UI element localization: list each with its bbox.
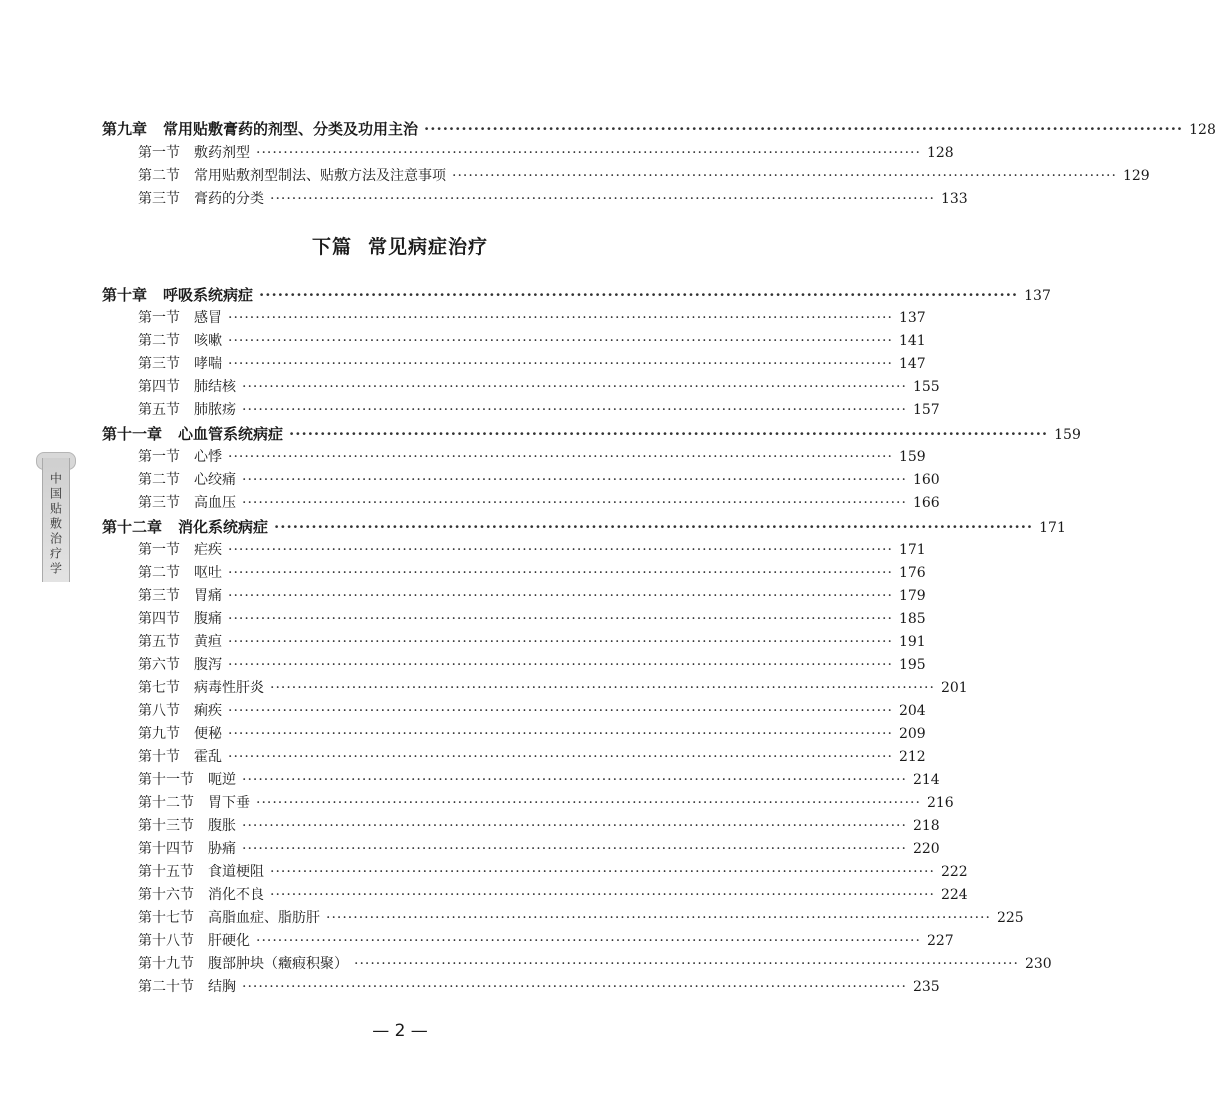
dot-leader: ··························································································································	[228, 356, 893, 372]
section-title: 腹痛	[194, 611, 222, 627]
dot-leader: ··························································································································	[452, 168, 1117, 184]
page-number: 147	[898, 356, 926, 372]
toc-section[interactable]	[138, 861, 968, 881]
section-title: 肝硬化	[208, 933, 250, 949]
dot-leader: ··························································································································	[259, 286, 1019, 304]
section-title: 呕吐	[194, 565, 222, 581]
section-number: 第二节	[138, 472, 180, 488]
dot-leader: ··························································································································	[228, 449, 893, 465]
dot-leader: ··························································································································	[326, 910, 991, 926]
dot-leader: ··························································································································	[242, 402, 907, 418]
dot-leader: ··························································································································	[228, 726, 893, 742]
section-title: 便秘	[194, 726, 222, 742]
chapter-number: 第十二章	[102, 518, 163, 536]
section-title: 黄疸	[194, 634, 222, 650]
toc-section[interactable]	[138, 976, 940, 996]
page-number: 216	[926, 795, 954, 811]
section-number: 第三节	[138, 495, 180, 511]
chapter-number: 第九章	[102, 120, 148, 138]
section-title: 膏药的分类	[194, 191, 264, 207]
section-number: 第九节	[138, 726, 180, 742]
page-number: 129	[1122, 168, 1150, 184]
section-number: 第一节	[138, 310, 180, 326]
page-number: 214	[912, 772, 940, 788]
footer-page-number: — 2 —	[372, 1021, 428, 1041]
section-number: 第二节	[138, 168, 180, 184]
chapter-title: 心血管系统病症	[178, 425, 284, 443]
section-title: 疟疾	[194, 542, 222, 558]
dot-leader: ··························································································································	[228, 634, 893, 650]
toc-section[interactable]	[138, 769, 940, 789]
section-number: 第十九节	[138, 956, 194, 972]
section-number: 第一节	[138, 449, 180, 465]
section-title: 痢疾	[194, 703, 222, 719]
section-number: 第十一节	[138, 772, 194, 788]
book-title-vertical: 中国贴敷治疗学	[48, 472, 63, 577]
dot-leader: ··························································································································	[242, 979, 907, 995]
toc-section[interactable]	[138, 907, 1024, 927]
dot-leader: ··························································································································	[256, 933, 921, 949]
page-number: 227	[926, 933, 954, 949]
section-title: 霍乱	[194, 749, 222, 765]
section-number: 第八节	[138, 703, 180, 719]
page-number: 220	[912, 841, 940, 857]
page-number: 176	[898, 565, 926, 581]
page-number: 137	[1024, 288, 1051, 304]
page-number: 212	[898, 749, 926, 765]
toc-section[interactable]	[138, 608, 926, 628]
page-number: 166	[912, 495, 940, 511]
page-number: 128	[926, 145, 954, 161]
page-number: 235	[912, 979, 940, 995]
dot-leader: ··························································································································	[274, 518, 1034, 536]
toc-section[interactable]	[138, 631, 926, 651]
dot-leader: ··························································································································	[228, 588, 893, 604]
toc-section[interactable]	[138, 677, 968, 697]
section-number: 第二节	[138, 333, 180, 349]
dot-leader: ··························································································································	[424, 120, 1184, 138]
toc-chapter[interactable]	[102, 423, 1081, 444]
section-number: 第四节	[138, 379, 180, 395]
dot-leader: ··························································································································	[270, 887, 935, 903]
chapter-title: 常用贴敷膏药的剂型、分类及功用主治	[163, 120, 419, 138]
toc-section[interactable]	[138, 188, 968, 208]
section-number: 第七节	[138, 680, 180, 696]
chapter-title: 消化系统病症	[178, 518, 269, 536]
toc-section[interactable]	[138, 585, 926, 605]
dot-leader: ··························································································································	[228, 565, 893, 581]
section-title: 肺结核	[194, 379, 236, 395]
page-number: 179	[898, 588, 926, 604]
page-number: 133	[940, 191, 968, 207]
section-number: 第十八节	[138, 933, 194, 949]
toc-section[interactable]	[138, 539, 926, 559]
section-number: 第六节	[138, 657, 180, 673]
dot-leader: ··························································································································	[228, 703, 893, 719]
chapter-title: 呼吸系统病症	[163, 286, 254, 304]
section-number: 第三节	[138, 588, 180, 604]
part-label: 下篇	[311, 236, 352, 258]
dot-leader: ··························································································································	[228, 611, 893, 627]
section-number: 第十七节	[138, 910, 194, 926]
section-title: 高脂血症、脂肪肝	[208, 910, 320, 926]
section-title: 食道梗阻	[208, 864, 264, 880]
toc-section[interactable]	[138, 376, 940, 396]
page-number: 224	[940, 887, 968, 903]
toc-section[interactable]	[138, 330, 926, 350]
page-number: 171	[1039, 520, 1066, 536]
section-title: 消化不良	[208, 887, 264, 903]
dot-leader: ··························································································································	[242, 818, 907, 834]
section-number: 第三节	[138, 191, 180, 207]
section-title: 呃逆	[208, 772, 236, 788]
toc-section[interactable]	[138, 307, 926, 327]
dot-leader: ··························································································································	[228, 310, 893, 326]
toc-section[interactable]	[138, 792, 954, 812]
section-number: 第二节	[138, 565, 180, 581]
dot-leader: ··························································································································	[256, 145, 921, 161]
toc-section[interactable]	[138, 930, 954, 950]
section-title: 结胸	[208, 979, 236, 995]
page-number: 209	[898, 726, 926, 742]
dot-leader: ··························································································································	[228, 333, 893, 349]
toc-section[interactable]	[138, 165, 1150, 185]
section-title: 病毒性肝炎	[194, 680, 264, 696]
dot-leader: ··························································································································	[228, 542, 893, 558]
page-number: 160	[912, 472, 940, 488]
section-title: 高血压	[194, 495, 236, 511]
section-title: 心悸	[194, 449, 222, 465]
dot-leader: ··························································································································	[242, 495, 907, 511]
toc-chapter[interactable]	[102, 284, 1051, 305]
section-title: 腹泻	[194, 657, 222, 673]
section-title: 腹部肿块（癥瘕积聚）	[208, 956, 348, 972]
toc-section[interactable]	[138, 700, 926, 720]
section-number: 第二十节	[138, 979, 194, 995]
toc-section[interactable]	[138, 746, 926, 766]
section-number: 第一节	[138, 542, 180, 558]
dot-leader: ··························································································································	[289, 425, 1049, 443]
section-number: 第一节	[138, 145, 180, 161]
section-number: 第十五节	[138, 864, 194, 880]
chapter-number: 第十章	[102, 286, 148, 304]
page-number: 141	[898, 333, 926, 349]
dot-leader: ··························································································································	[270, 191, 935, 207]
toc-section[interactable]	[138, 815, 940, 835]
page-number: 128	[1189, 122, 1216, 138]
toc-chapter[interactable]	[102, 516, 1066, 537]
dot-leader: ··························································································································	[242, 379, 907, 395]
page-number: 201	[940, 680, 968, 696]
dot-leader: ··························································································································	[242, 472, 907, 488]
page-number: 185	[898, 611, 926, 627]
dot-leader: ··························································································································	[256, 795, 921, 811]
dot-leader: ··························································································································	[270, 680, 935, 696]
section-number: 第五节	[138, 634, 180, 650]
toc-section[interactable]	[138, 654, 926, 674]
page-number: 195	[898, 657, 926, 673]
section-number: 第十三节	[138, 818, 194, 834]
section-title: 咳嗽	[194, 333, 222, 349]
page-number: 159	[1054, 427, 1081, 443]
section-number: 第十六节	[138, 887, 194, 903]
section-title: 哮喘	[194, 356, 222, 372]
dot-leader: ··························································································································	[228, 657, 893, 673]
section-number: 第三节	[138, 356, 180, 372]
page-number: 218	[912, 818, 940, 834]
dot-leader: ··························································································································	[242, 841, 907, 857]
page-number: 204	[898, 703, 926, 719]
dot-leader: ··························································································································	[354, 956, 1019, 972]
section-number: 第十四节	[138, 841, 194, 857]
section-title: 肺脓疡	[194, 402, 236, 418]
section-number: 第四节	[138, 611, 180, 627]
section-title: 胃痛	[194, 588, 222, 604]
toc-section[interactable]	[138, 399, 940, 419]
section-number: 第十节	[138, 749, 180, 765]
section-title: 感冒	[194, 310, 222, 326]
part-heading	[0, 232, 800, 259]
part-title: 常见病症治疗	[368, 236, 489, 258]
section-title: 常用贴敷剂型制法、贴敷方法及注意事项	[194, 168, 446, 184]
side-book-tab	[36, 452, 74, 582]
page-number: 222	[940, 864, 968, 880]
toc-section[interactable]	[138, 562, 926, 582]
toc-section[interactable]	[138, 446, 926, 466]
page-number: 191	[898, 634, 926, 650]
dot-leader: ··························································································································	[242, 772, 907, 788]
toc-section[interactable]	[138, 723, 926, 743]
toc-section[interactable]	[138, 142, 954, 162]
page-number: 157	[912, 402, 940, 418]
toc-section[interactable]	[138, 492, 940, 512]
chapter-number: 第十一章	[102, 425, 163, 443]
toc-section[interactable]	[138, 953, 1052, 973]
dot-leader: ··························································································································	[270, 864, 935, 880]
scroll-body	[42, 458, 70, 582]
section-number: 第十二节	[138, 795, 194, 811]
toc-section[interactable]	[138, 838, 940, 858]
page-number: 159	[898, 449, 926, 465]
section-title: 胃下垂	[208, 795, 250, 811]
page-number: 155	[912, 379, 940, 395]
section-title: 心绞痛	[194, 472, 236, 488]
page-number: 230	[1024, 956, 1052, 972]
toc-section[interactable]	[138, 469, 940, 489]
section-title: 胁痛	[208, 841, 236, 857]
dot-leader: ··························································································································	[228, 749, 893, 765]
toc-section[interactable]	[138, 884, 968, 904]
section-title: 敷药剂型	[194, 145, 250, 161]
section-title: 腹胀	[208, 818, 236, 834]
section-number: 第五节	[138, 402, 180, 418]
page-number: 225	[996, 910, 1024, 926]
toc-section[interactable]	[138, 353, 926, 373]
page-number: 171	[898, 542, 926, 558]
toc-chapter[interactable]	[102, 118, 1216, 139]
page-number: 137	[898, 310, 926, 326]
